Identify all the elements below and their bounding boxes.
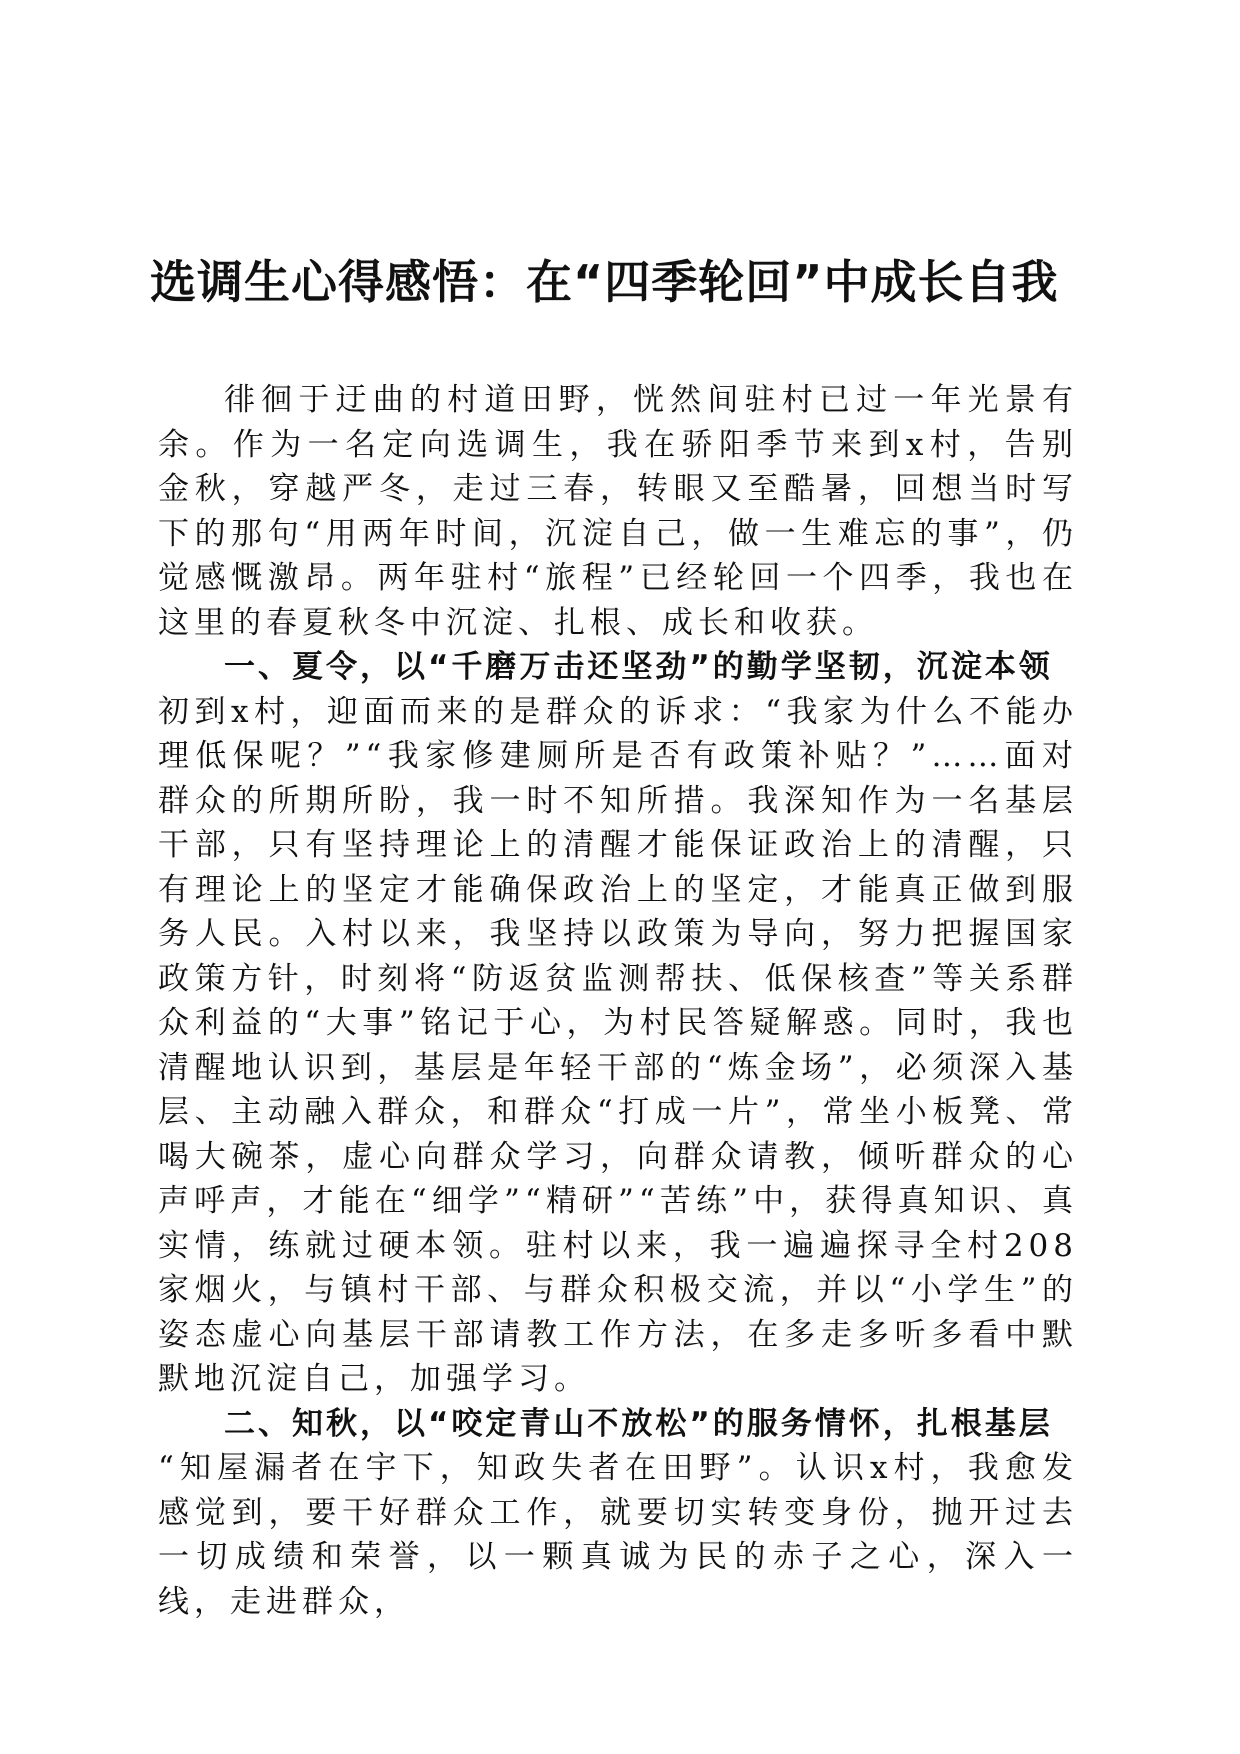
intro-paragraph: 徘徊于迂曲的村道田野，恍然间驻村已过一年光景有余。作为一名定向选调生，我在骄阳季节来到x村，告别金秋，穿越严冬，走过三春，转眼又至酷暑，回想当时写下的那句“用两年时间，沉淀自己，做一生难忘的事”，仍觉感慨激昂。两年驻村“旅程”已经轮回一个四季，我也在这里的春夏秋冬中沉淀、扎根、成长和收获。 — [158, 382, 1078, 641]
section-body-autumn: “知屋漏者在宇下，知政失者在田野”。认识x村，我愈发感觉到，要干好群众工作，就要切实转变身份，抛开过去一切成绩和荣誉，以一颗真诚为民的赤子之心，深入一线，走进群众， — [158, 1450, 1078, 1620]
document-body — [158, 378, 1078, 1624]
document-title: 选调生心得感悟：在“四季轮回”中成长自我 — [150, 255, 1059, 309]
section-body-summer: 初到x村，迎面而来的是群众的诉求：“我家为什么不能办理低保呢？”“我家修建厕所是否有政策补贴？”……面对群众的所期所盼，我一时不知所措。我深知作为一名基层干部，只有坚持理论上的清醒才能保证政治上的清醒，只有理论上的坚定才能确保政治上的坚定，才能真正做到服务人民。入村以来，我坚持以政策为导向，努力把握国家政策方针，时刻将“防返贫监测帮扶、低保核查”等关系群众利益的“大事”铭记于心，为村民答疑解惑。同时，我也清醒地认识到，基层是年轻干部的“炼金场”，必须深入基层、主动融入群众，和群众“打成一片”，常坐小板凳、常喝大碗茶，虚心向群众学习，向群众请教，倾听群众的心声呼声，才能在“细学”“精研”“苦练”中，获得真知识、真实情，练就过硬本领。驻村以来，我一遍遍探寻全村208家烟火，与镇村干部、与群众积极交流，并以“小学生”的姿态虚心向基层干部请教工作方法，在多走多听多看中默默地沉淀自己，加强学习。 — [158, 693, 1078, 1397]
section-heading-summer: 一、夏令，以“千磨万击还坚劲”的勤学坚韧，沉淀本领 — [224, 649, 1053, 685]
section-heading-autumn: 二、知秋，以“咬定青山不放松”的服务情怀，扎根基层 — [224, 1405, 1053, 1442]
